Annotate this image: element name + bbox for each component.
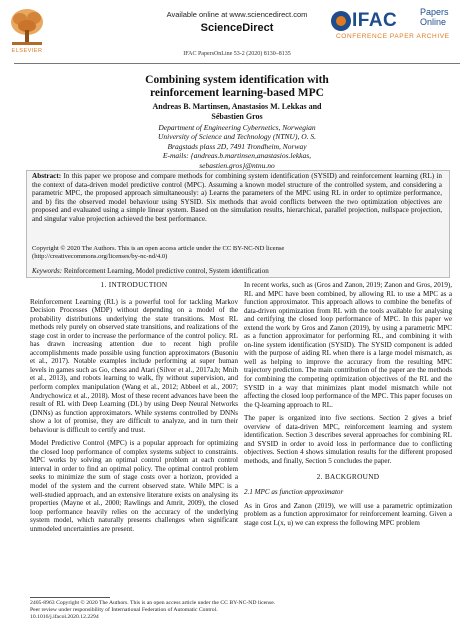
- subsection-heading: 2.1 MPC as function approximator: [244, 488, 344, 497]
- footer: [30, 600, 450, 621]
- copyright-notice: [32, 245, 442, 261]
- affiliation-line: E-mails: {andreas.b.martinsen,anastasios.lekkas,: [162, 151, 312, 161]
- footer-line: 2405-8963 Copyright © 2020 The Authors. This is an open access article under the CC BY-NC-ND license.: [30, 600, 276, 606]
- footer-divider: [30, 597, 110, 598]
- sciencedirect-label: ScienceDirect: [200, 22, 274, 34]
- authors-line-1: Andreas B. Martinsen, Anastasios M. Lekkas and: [152, 102, 322, 111]
- title-line-1: Combining system identification with: [145, 74, 329, 86]
- abstract: [32, 172, 442, 224]
- abstract-label: Abstract:: [32, 172, 62, 180]
- journal-line: IFAC PapersOnLine 53-2 (2020) 8130–8135: [183, 51, 291, 57]
- keywords-label: Keywords:: [32, 267, 63, 275]
- left-column: [30, 281, 238, 533]
- paper-title: [0, 74, 474, 100]
- section-heading-introduction: 1. INTRODUCTION: [100, 280, 168, 289]
- section-heading-background: 2. BACKGROUND: [316, 472, 380, 482]
- paragraph: Model Predictive Control (MPC) is a popular approach for optimizing the closed loop performance of complex systems subject to constraints. MPC works by solving an optimal control problem at each control interval in order to find an optimal policy. The optimal control problem seeks to minimize the sum of stage costs over a horizon, provided a model of the system and the current observed state. While MPC is a well-studied approach, and an extensive literature exists on analysing its properties (Mayne et al., 2000; Rawlings and Amrit, 2009), the closed loop performance heavily relies on the accuracy of the underlying system model, which naturally presents challenges when significant unmodeled uncertainties are present.: [30, 439, 238, 533]
- paragraph: In recent works, such as (Gros and Zanon, 2019; Zanon and Gros, 2019), RL and MPC have been combined, by allowing RL to use a MPC as a function approximator. This approach allows to combine the benefits of data-driven optimization from RL with the tools available for analysing and certifying the closed loop performance of MPC. In this paper we extend the work by Gros and Zanon (2019), by using a parametric MPC as a function approximator for performing RL, and combining it with on-line system identification (SYSID). The SYSID component is added with the purpose of aiding RL when there is a large model mismatch, as well as helping to improve the accuracy from the resulting MPC trajectory prediction. The main contribution of the paper are the methods for combining the competing optimization objectives of the RL and the SYSID in a way that minimizes plant model mismatch while not affecting the closed loop performance of the MPC. This paper focuses on the Q-learning approach to RL.: [244, 281, 452, 409]
- elsevier-label: ELSEVIER: [11, 48, 43, 54]
- affiliation-line: University of Science and Technology (NTNU), O. S.: [157, 132, 317, 142]
- paragraph: As in Gros and Zanon (2019), we will use a parametric optimization problem as a function approximator for reinforcement learning. Given a stage cost L(x, u) we can express the following MPC problem: [244, 501, 452, 527]
- affiliation-line: Bragstads plass 2D, 7491 Trondheim, Norway: [167, 141, 307, 151]
- copyright-line: Copyright © 2020 The Authors. This is an open access article under the CC BY-NC-ND license: [32, 245, 285, 252]
- keywords-text: Reinforcement Learning, Model predictive control, System identification: [63, 267, 269, 275]
- abstract-text: In this paper we propose and compare methods for combining system identification (SYSID) and reinforcement learning (RL) in the context of data-driven model predictive control (MPC). Assuming a known model structure of the controlled system, and considering a parametric MPC, the proposed approach simultaneously: a) Learns the parameters of the MPC using RL in order to optimize performance, and b) fits the observed model behaviour using SYSID. Six methods that avoid conflicts between the two optimization objectives are proposed and evaluated using a simple linear system. Based on the simulation results, hierarchical, parallel projection, nullspace projection, and singular value projection achieved the best performance.: [32, 172, 443, 223]
- paper-authors: [0, 102, 474, 122]
- ifac-word: IFAC: [352, 10, 398, 31]
- footer-line: Peer review under responsibility of International Federation of Automatic Control.: [30, 607, 218, 613]
- ifac-papers-label: Papers: [420, 7, 449, 17]
- license-link[interactable]: (http://creativecommons.org/licenses/by-nc-nd/4.0): [32, 253, 168, 260]
- authors-line-2: Sébastien Gros: [211, 112, 263, 121]
- paragraph: Reinforcement Learning (RL) is a powerful tool for tackling Markov Decision Processes (MDP) without depending on a model of the probability distributions underlying the state transitions. Most RL methods rely purely on observed state transitions, and realizations of the stage cost in order to increase the performance of the control policy. RL has drawn increasing attention due to recent high profile accomplishments made possible using function approximators (Busoniu et al., 2017). Notable examples include performing at super human levels in games such as Go, chess and Atari (Silver et al., 2017a,b; Mnih et al., 2013), and robots learning to walk, fly without supervision, and perform complex manipulation (Wang et al., 2012; Abbeel et al., 2007; Andrychowicz et al., 2018). Most of these recent advances have been the result of RL with Deep Learning (DL) by using Deep Neural Networks (DNNs) as function approximators. While systems controlled by DNNs show a lot of promise, they are difficult to analyze, and in turn their behaviour is difficult to certify and trust.: [30, 297, 238, 434]
- affiliation: [0, 123, 474, 170]
- ifac-tagline: CONFERENCE PAPER ARCHIVE: [336, 33, 450, 40]
- keywords: [32, 267, 442, 275]
- affiliation-line: Department of Engineering Cybernetics, Norwegian: [158, 123, 316, 132]
- ifac-online-label: Online: [420, 17, 447, 27]
- doi-link[interactable]: 10.1016/j.ifacol.2020.12.2294: [30, 614, 99, 620]
- paragraph: The paper is organized into five sections. Section 2 gives a brief overview of data-driven MPC, reinforcement learning and system identification. Section 3 describes several approaches for combining RL and SYSID in order to avoid loss in performance due to conflicting objectives. Section 4 shows simulation results for the different proposed methods, and finally, Section 5 concludes the paper.: [244, 414, 452, 465]
- right-column: [244, 281, 452, 527]
- affiliation-line: sebastien.gros}@ntnu.no: [199, 160, 275, 170]
- header-divider: [14, 63, 460, 64]
- ifac-papersonline-logo: [330, 6, 470, 50]
- available-online-text: Available online at www.sciencedirect.com: [166, 10, 308, 19]
- title-line-2: reinforcement learning-based MPC: [150, 87, 324, 99]
